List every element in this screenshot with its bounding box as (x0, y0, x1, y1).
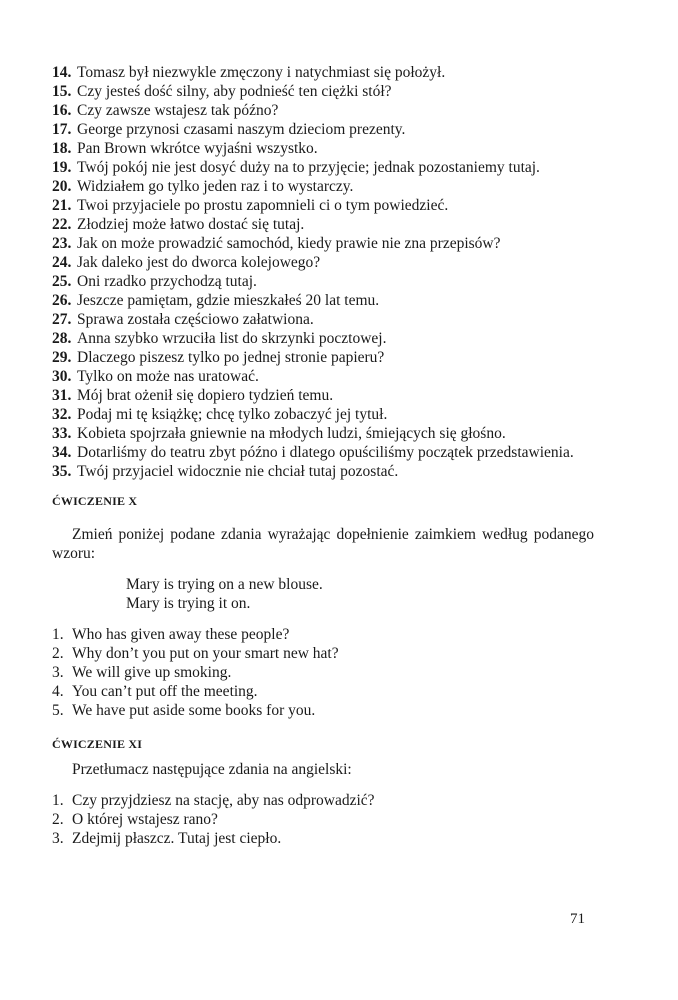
item-text: Jak on może prowadzić samochód, kiedy prawie nie zna przepisów? (77, 235, 501, 252)
item-text: Dlaczego piszesz tylko po jednej stronie papieru? (77, 349, 385, 366)
exercise-x-list (52, 625, 594, 720)
item-number: 3. (52, 830, 64, 847)
item-number: 2. (52, 811, 64, 828)
list-item (52, 810, 594, 829)
list-item (52, 101, 594, 120)
list-item (52, 158, 594, 177)
item-number: 26. (52, 292, 72, 309)
item-text: O której wstajesz rano? (72, 811, 218, 828)
item-number: 21. (52, 197, 72, 214)
list-item (52, 462, 594, 481)
item-text: Czy przyjdziesz na stację, aby nas odprowadzić? (72, 792, 375, 809)
list-item (52, 291, 594, 310)
item-number: 1. (52, 626, 64, 643)
list-item (52, 253, 594, 272)
list-item (52, 625, 594, 644)
list-item (52, 443, 594, 462)
list-item (52, 177, 594, 196)
item-number: 15. (52, 83, 72, 100)
list-item (52, 682, 594, 701)
list-item (52, 234, 594, 253)
list-item (52, 386, 594, 405)
item-number: 1. (52, 792, 64, 809)
item-text: Czy jesteś dość silny, aby podnieść ten ciężki stół? (77, 83, 392, 100)
item-number: 20. (52, 178, 72, 195)
list-item (52, 424, 594, 443)
item-text: Tomasz był niezwykle zmęczony i natychmiast się położył. (77, 64, 446, 81)
list-item (52, 405, 594, 424)
example-sentence: Mary is trying on a new blouse. (126, 576, 323, 593)
item-text: Widziałem go tylko jeden raz i to wystarczy. (77, 178, 354, 195)
exercise-xi-instruction: Przetłumacz następujące zdania na angielski: (72, 761, 352, 778)
list-item (52, 829, 594, 848)
list-item (52, 701, 594, 720)
item-text: Podaj mi tę książkę; chcę tylko zobaczyć jej tytuł. (77, 406, 388, 423)
item-text: Twój przyjaciel widocznie nie chciał tutaj pozostać. (77, 463, 399, 480)
item-number: 14. (52, 64, 72, 81)
item-number: 29. (52, 349, 72, 366)
list-item (52, 63, 594, 82)
item-text: Jak daleko jest do dworca kolejowego? (77, 254, 321, 271)
item-text: You can’t put off the meeting. (72, 683, 258, 700)
item-text: Why don’t you put on your smart new hat? (72, 645, 339, 662)
item-number: 34. (52, 444, 72, 461)
page-number: 71 (570, 911, 585, 927)
item-number: 5. (52, 702, 64, 719)
exercise-xi-list (52, 791, 594, 848)
exercise-xi-heading: ĆWICZENIE XI (52, 737, 143, 751)
item-text: Jeszcze pamiętam, gdzie mieszkałeś 20 lat temu. (77, 292, 380, 309)
list-item (52, 348, 594, 367)
list-item (52, 367, 594, 386)
item-number: 33. (52, 425, 72, 442)
item-text: Mój brat ożenił się dopiero tydzień temu. (77, 387, 334, 404)
list-item (52, 215, 594, 234)
item-text: Sprawa została częściowo załatwiona. (77, 311, 314, 328)
exercise-x-instruction: Zmień poniżej podane zdania wyrażając dopełnienie zaimkiem według podanego wzoru: (52, 526, 594, 562)
item-text: Twoi przyjaciele po prostu zapomnieli ci o tym powiedzieć. (77, 197, 449, 214)
item-number: 27. (52, 311, 72, 328)
item-text: Tylko on może nas uratować. (77, 368, 259, 385)
item-number: 23. (52, 235, 72, 252)
item-text: We have put aside some books for you. (72, 702, 316, 719)
item-number: 31. (52, 387, 72, 404)
item-text: We will give up smoking. (72, 664, 232, 681)
item-text: Twój pokój nie jest dosyć duży na to przyjęcie; jednak pozostaniemy tutaj. (77, 159, 540, 176)
item-number: 19. (52, 159, 72, 176)
item-text: Złodziej może łatwo dostać się tutaj. (77, 216, 305, 233)
item-number: 18. (52, 140, 72, 157)
item-number: 35. (52, 463, 72, 480)
list-item (52, 329, 594, 348)
item-text: Czy zawsze wstajesz tak późno? (77, 102, 279, 119)
list-item (52, 663, 594, 682)
example-answer: Mary is trying it on. (126, 595, 251, 612)
item-text: Who has given away these people? (72, 626, 290, 643)
item-number: 2. (52, 645, 64, 662)
list-item (52, 120, 594, 139)
item-number: 25. (52, 273, 72, 290)
item-number: 32. (52, 406, 72, 423)
item-number: 4. (52, 683, 64, 700)
list-item (52, 791, 594, 810)
list-item (52, 310, 594, 329)
page-content (52, 63, 594, 848)
item-number: 24. (52, 254, 72, 271)
list-item (52, 139, 594, 158)
item-number: 28. (52, 330, 72, 347)
item-number: 16. (52, 102, 72, 119)
list-item (52, 644, 594, 663)
list-item (52, 272, 594, 291)
exercise-x-heading: ĆWICZENIE X (52, 494, 138, 508)
item-number: 3. (52, 664, 64, 681)
item-text: Pan Brown wkrótce wyjaśni wszystko. (77, 140, 318, 157)
item-text: Dotarliśmy do teatru zbyt późno i dlatego opuściliśmy początek przedstawienia. (77, 444, 574, 461)
list-item (52, 196, 594, 215)
list-item (52, 82, 594, 101)
item-text: Oni rzadko przychodzą tutaj. (77, 273, 257, 290)
item-text: Zdejmij płaszcz. Tutaj jest ciepło. (72, 830, 282, 847)
sentence-list (52, 63, 594, 481)
item-number: 17. (52, 121, 72, 138)
item-text: Kobieta spojrzała gniewnie na młodych ludzi, śmiejących się głośno. (77, 425, 506, 442)
item-number: 22. (52, 216, 72, 233)
item-text: Anna szybko wrzuciła list do skrzynki pocztowej. (77, 330, 387, 347)
item-number: 30. (52, 368, 72, 385)
item-text: George przynosi czasami naszym dzieciom prezenty. (77, 121, 406, 138)
